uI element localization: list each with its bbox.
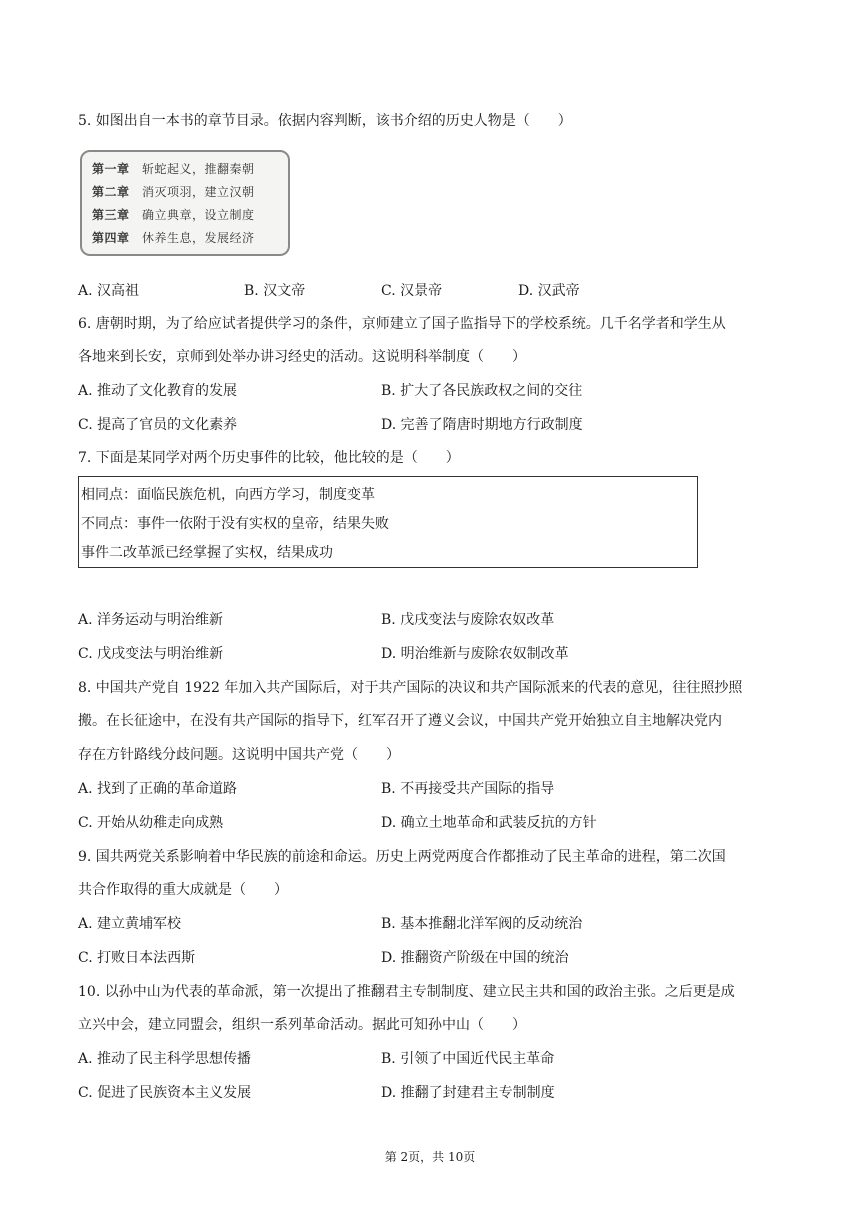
q10-option-d: D. 推翻了封建君主专制制度: [381, 1085, 555, 1101]
comparison-row: 事件二改革派已经掌握了实权，结果成功: [81, 545, 333, 561]
q6-stem-line-1: 6. 唐朝时期，为了给应试者提供学习的条件，京师建立了国子监指导下的学校系统。几千名学者和学生从: [78, 316, 726, 332]
q5-option-a: A. 汉高祖: [78, 283, 140, 299]
q9-option-c: C. 打败日本法西斯: [78, 950, 196, 966]
q6-option-b: B. 扩大了各民族政权之间的交往: [381, 383, 583, 399]
q5-stem: 5. 如图出自一本书的章节目录。依据内容判断，该书介绍的历史人物是（ ）: [78, 113, 572, 129]
comparison-row: 相同点：面临民族危机，向西方学习，制度变革: [81, 487, 375, 503]
q8-option-c: C. 开始从幼稚走向成熟: [78, 815, 224, 831]
q5-option-c: C. 汉景帝: [381, 283, 443, 299]
toc-row: 第三章 确立典章，设立制度: [92, 208, 255, 222]
q8-option-a: A. 找到了正确的革命道路: [78, 781, 238, 797]
q7-stem: 7. 下面是某同学对两个历史事件的比较，他比较的是（ ）: [78, 450, 460, 466]
q9-option-d: D. 推翻资产阶级在中国的统治: [381, 950, 569, 966]
q5-chapter-table-image: [80, 150, 290, 256]
q8-stem-line-3: 存在方针路线分歧问题。这说明中国共产党（ ）: [78, 747, 400, 763]
q6-stem-line-2: 各地来到长安，京师到处举办讲习经史的活动。这说明科举制度（ ）: [78, 349, 526, 365]
comparison-row: 不同点：事件一依附于没有实权的皇帝，结果失败: [81, 516, 389, 532]
page-footer: 第 2页，共 10页: [384, 1150, 476, 1164]
q9-option-b: B. 基本推翻北洋军阀的反动统治: [381, 916, 583, 932]
q6-option-a: A. 推动了文化教育的发展: [78, 383, 238, 399]
q8-option-d: D. 确立土地革命和武装反抗的方针: [381, 815, 597, 831]
q7-option-a: A. 洋务运动与明治维新: [78, 612, 224, 628]
toc-row: 第一章 斩蛇起义，推翻秦朝: [92, 162, 255, 176]
q6-option-d: D. 完善了隋唐时期地方行政制度: [381, 417, 583, 433]
q7-comparison-box: [78, 476, 698, 568]
q10-option-c: C. 促进了民族资本主义发展: [78, 1085, 252, 1101]
q10-stem-line-2: 立兴中会，建立同盟会，组织一系列革命活动。据此可知孙中山（ ）: [78, 1017, 526, 1033]
q7-option-d: D. 明治维新与废除农奴制改革: [381, 646, 569, 662]
q9-stem-line-2: 共合作取得的重大成就是（ ）: [78, 882, 288, 898]
q8-stem-line-1: 8. 中国共产党自 1922 年加入共产国际后，对于共产国际的决议和共产国际派来的代表的意见，往往照抄照: [78, 680, 743, 696]
q8-stem-line-2: 搬。在长征途中，在没有共产国际的指导下，红军召开了遵义会议，中国共产党开始独立自主地解决党内: [78, 713, 722, 729]
q7-option-b: B. 戊戌变法与废除农奴改革: [381, 612, 555, 628]
q8-option-b: B. 不再接受共产国际的指导: [381, 781, 555, 797]
q7-option-c: C. 戊戌变法与明治维新: [78, 646, 224, 662]
toc-row: 第二章 消灭项羽，建立汉朝: [92, 185, 255, 199]
q9-stem-line-1: 9. 国共两党关系影响着中华民族的前途和命运。历史上两党两度合作都推动了民主革命的进程，第二次国: [78, 849, 726, 865]
toc-row: 第四章 休养生息，发展经济: [92, 231, 255, 245]
q10-stem-line-1: 10. 以孙中山为代表的革命派，第一次提出了推翻君主专制制度、建立民主共和国的政治主张。之后更是成: [78, 984, 735, 1000]
q9-option-a: A. 建立黄埔军校: [78, 916, 182, 932]
q10-option-b: B. 引领了中国近代民主革命: [381, 1051, 555, 1067]
q6-option-c: C. 提高了官员的文化素养: [78, 417, 238, 433]
q5-option-b: B. 汉文帝: [244, 283, 306, 299]
q5-option-d: D. 汉武帝: [518, 283, 580, 299]
q10-option-a: A. 推动了民主科学思想传播: [78, 1051, 252, 1067]
